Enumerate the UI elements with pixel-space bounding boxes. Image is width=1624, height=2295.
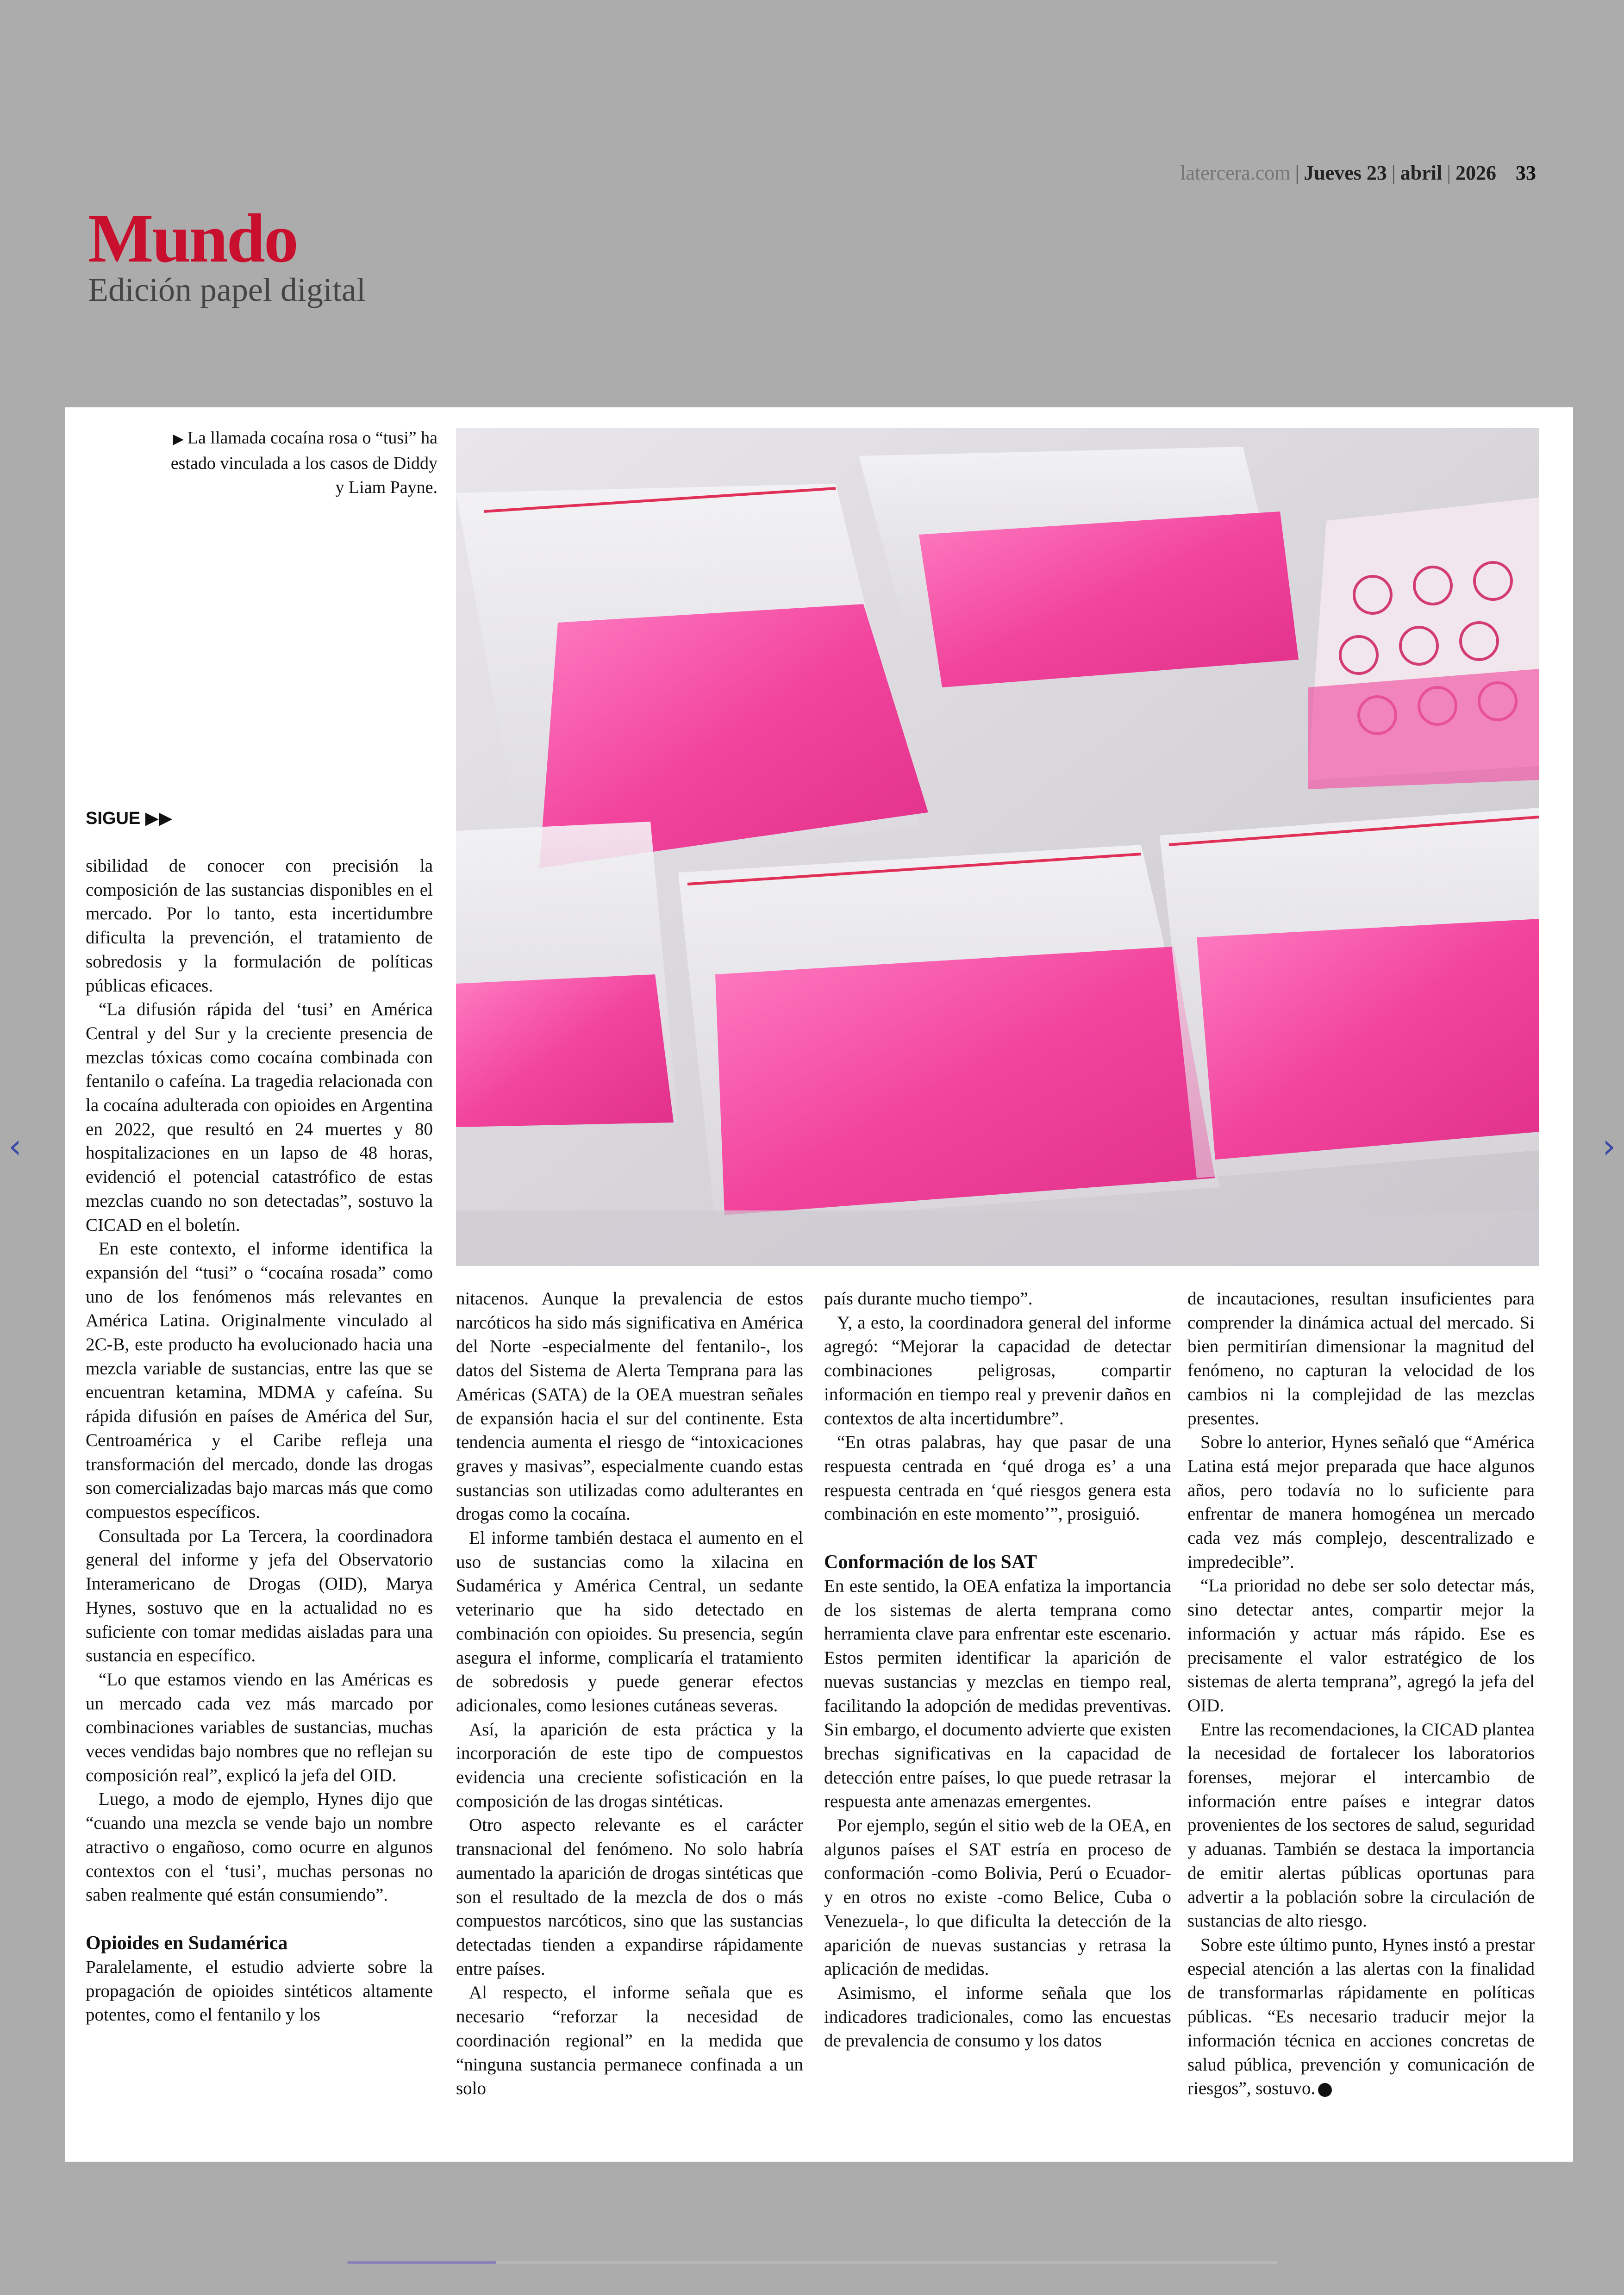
paragraph: Otro aspecto relevante es el carácter transnacional del fenómeno. No solo habría aumentado la aparición de drogas sintéticas que son el resultado de la mezcla de dos o más compuestos narcóticos, sino que las sustancias detectadas tienden a expandirse rápidamente entre países.	[456, 1815, 803, 1979]
page-progress-bar[interactable]	[347, 2261, 1278, 2264]
article-photo	[456, 428, 1539, 1266]
site-name: latercera.com	[1180, 162, 1291, 184]
paragraph: sibilidad de conocer con precisión la composición de las sustancias disponibles en el mercado. Por lo tanto, esta incertidumbre dificulta la prevención, el tratamiento de sobredosis y la formulación de políticas públicas eficaces.	[86, 856, 433, 996]
paragraph: de incautaciones, resultan insuficientes para comprender la dinámica actual del mercado. Si bien permitirían dimensionar la magnitud del fenómeno, no capturan la velocidad de los cambios ni la complejidad de las mezclas presentes.	[1187, 1289, 1535, 1428]
paragraph: Luego, a modo de ejemplo, Hynes dijo que “cuando una mezcla se vende bajo un nombre atractivo o engañoso, como ocurre en algunos contextos con el ‘tusi’, muchas personas no saben realmente qué están consumiendo”.	[86, 1789, 433, 1905]
paragraph: Sobre lo anterior, Hynes señaló que “América Latina está mejor preparada que hace algunos años, pero todavía no lo suficiente para enfrentar de manera homogénea un mercado cada vez más complejo, descentralizado e impredecible”.	[1187, 1432, 1535, 1572]
newspaper-page	[65, 407, 1573, 2162]
date-year: 2026	[1455, 162, 1496, 184]
edition-subtitle: Edición papel digital	[88, 271, 366, 308]
date-month: abril	[1400, 162, 1443, 184]
page-number: 33	[1516, 162, 1536, 184]
paragraph: “Lo que estamos viendo en las Américas es un mercado cada vez más marcado por combinaciones variables de sustancias, muchas veces vendidas bajo nombres que no reflejan su composición real”, explicó la jefa del OID.	[86, 1669, 433, 1785]
section-title: Mundo	[88, 200, 297, 277]
paragraph: En este contexto, el informe identifica la expansión del “tusi” o “cocaína rosada” como uno de los fenómenos más relevantes en América Latina. Originalmente vinculado al 2C-B, este producto ha evolucionado hacia una mezcla variable de sustancias, entre las que se encuentran ketamina, MDMA y cafeína. Su rápida difusión en países de América del Sur, Centroamérica y el Caribe refleja una transformación del mercado, donde las drogas son comercializadas bajo marcas más que como compuestos específicos.	[86, 1239, 433, 1522]
paragraph: “La difusión rápida del ‘tusi’ en América Central y del Sur y la creciente presencia de mezclas tóxicas como cocaína combinada con fentanilo o cafeína. La tragedia relacionada con la cocaína adulterada con opioides en Argentina en 2022, que resultó en 24 muertes y 80 hospitalizaciones en un lapso de 48 horas, evidenció el potencial catastrófico de estas mezclas cuando no son detectadas”, sostuvo la CICAD en el boletín.	[86, 999, 433, 1235]
pink-powder-bags-image	[456, 428, 1539, 1266]
paragraph: país durante mucho tiempo”.	[824, 1289, 1033, 1309]
paragraph: “En otras palabras, hay que pasar de una respuesta centrada en ‘qué droga es’ a una respuesta centrada en ‘qué riesgos genera esta combinación en este momento’”, prosiguió.	[824, 1432, 1171, 1524]
paragraph-final-text: Sobre este último punto, Hynes instó a prestar especial atención a las alertas con la finalidad de transformarlas rápidamente en políticas públicas. “Es necesario traducir mejor la información técnica en acciones concretas de salud pública, prevención y comunicación de riesgos”, sostuvo.	[1187, 1934, 1535, 2099]
article-column-4	[1187, 1287, 1535, 2101]
photo-caption	[162, 426, 437, 499]
caption-triangle-icon: ▶	[173, 431, 184, 447]
paragraph: El informe también destaca el aumento en el uso de sustancias como la xilacina en Sudamérica y América Central, un sedante veterinario que ha sido detectado en combinación con opioides. Su presencia, según asegura el informe, complicaría el tratamiento de sobredosis y puede generar efectos adicionales, como lesiones cutáneas severas.	[456, 1528, 803, 1715]
paragraph: Y, a esto, la coordinadora general del informe agregó: “Mejorar la capacidad de detectar combinaciones peligrosas, compartir información en tiempo real y prevenir daños en contextos de alta incertidumbre”.	[824, 1312, 1171, 1428]
paragraph: Paralelamente, el estudio advierte sobre la propagación de opioides sintéticos altamente potentes, como el fentanilo y los	[86, 1957, 433, 2025]
subheading-opioides: Opioides en Sudamérica	[86, 1932, 288, 1954]
paragraph: Asimismo, el informe señala que los indicadores tradicionales, como las encuestas de prevalencia de consumo y los datos	[824, 1983, 1171, 2051]
article-column-3	[824, 1287, 1171, 2053]
paragraph: Así, la aparición de esta práctica y la incorporación de este tipo de compuestos evidencia una creciente sofisticación en la composición de las drogas sintéticas.	[456, 1719, 803, 1811]
edition-header: latercera.com | Jueves 23 | abril | 2026 33	[1180, 162, 1536, 184]
paragraph: En este sentido, la OEA enfatiza la importancia de los sistemas de alerta temprana como herramienta clave para enfrentar este escenario. Estos permiten identificar la aparición de nuevas sustancias y mezclas en tiempo real, facilitando la adopción de medidas preventivas. Sin embargo, el documento advierte que existen brechas significativas en la capacidad de detección entre países, lo que puede retrasar la respuesta ante amenazas emergentes.	[824, 1576, 1171, 1812]
paragraph: nitacenos. Aunque la prevalencia de estos narcóticos ha sido más significativa en América del Norte -especialmente del fentanilo-, los datos del Sistema de Alerta Temprana para las Américas (SATA) de la OEA muestran señales de expansión hacia el sur del continente. Esta tendencia aumenta el riesgo de “intoxicaciones graves y masivas”, especialmente cuando estas sustancias son utilizadas como adulterantes en drogas como la cocaína.	[456, 1289, 803, 1524]
date-weekday: Jueves 23	[1304, 162, 1387, 184]
paragraph: “La prioridad no debe ser solo detectar más, sino detectar antes, compartir mejor la información y actuar más rápido. Ese es precisamente el valor estratégico de los sistemas de alerta temprana”, agregó la jefa del OID.	[1187, 1576, 1535, 1715]
article-column-1	[86, 854, 433, 2027]
chevron-right-icon[interactable]: ›	[1602, 1127, 1616, 1166]
paragraph: Consultada por La Tercera, la coordinadora general del informe y jefa del Observatorio Interamericano de Drogas (OID), Marya Hynes, sostuvo que en la actualidad no es suficiente con tomar medidas aisladas para una sustancia en específico.	[86, 1526, 433, 1666]
paragraph: Entre las recomendaciones, la CICAD plantea la necesidad de fortalecer los laboratorios forenses, mejorar el intercambio de información entre países e integrar datos provenientes de los sectores de salud, seguridad y aduanas. También se destaca la importancia de emitir alertas públicas oportunas para advertir a la población sobre la circulación de sustancias de alto riesgo.	[1187, 1719, 1535, 1931]
sigue-label: SIGUE ▶▶	[86, 809, 173, 828]
chevron-left-icon[interactable]: ‹	[8, 1127, 22, 1166]
paragraph-final	[1187, 1933, 1535, 2101]
article-end-icon	[1318, 2083, 1332, 2097]
page-progress-fill	[347, 2261, 496, 2264]
paragraph: Al respecto, el informe señala que es necesario “reforzar la necesidad de coordinación regional” en la medida que “ninguna sustancia permanece confinada a un solo	[456, 1983, 803, 2099]
article-column-2	[456, 1287, 803, 2101]
subheading-conformacion-sat: Conformación de los SAT	[824, 1552, 1037, 1573]
photo-caption-text: La llamada cocaína rosa o “tusi” ha estado vinculada a los casos de Diddy y Liam Payne.	[170, 428, 437, 497]
paragraph: Por ejemplo, según el sitio web de la OEA, en algunos países el SAT estría en proceso de conformación -como Bolivia, Perú o Ecuador- y en otros no existe -como Belice, Cuba o Venezuela-, lo que dificulta la detección de la aparición de nuevas sustancias y retrasa la aplicación de medidas.	[824, 1815, 1171, 1979]
